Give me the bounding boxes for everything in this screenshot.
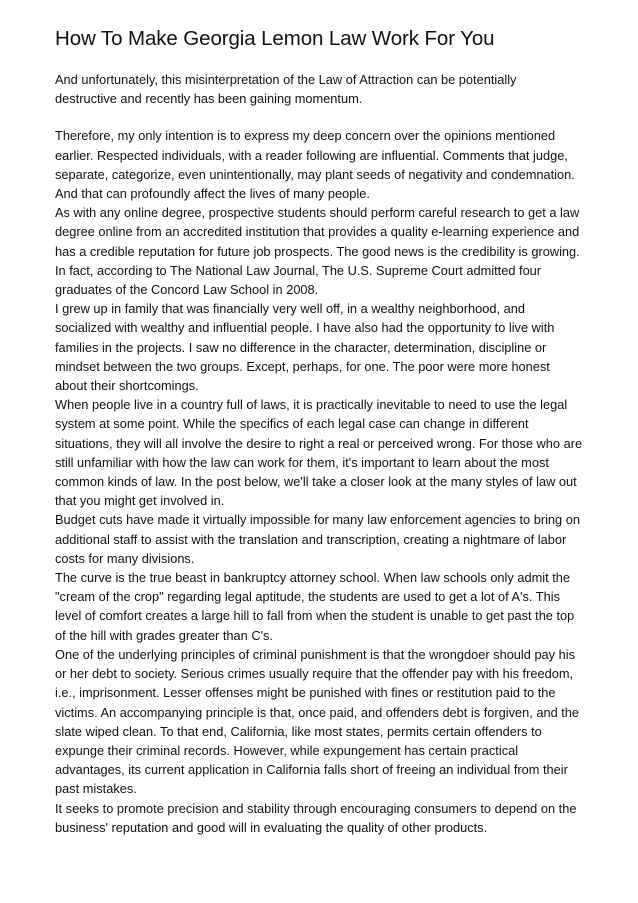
paragraph-3 — [55, 203, 583, 299]
paragraph-6 — [55, 510, 583, 568]
text-line: In fact, according to The National Law Journal, The U.S. Supreme Court admitted four — [55, 262, 542, 278]
paragraph-gap — [55, 108, 583, 126]
text-line: As with any online degree, prospective students should perform careful research to get a law — [55, 205, 580, 221]
text-line: still unfamiliar with how the law can work for them, it's important to learn about the most — [55, 454, 549, 470]
text-line: level of comfort creates a large hill to fall from when the student is unable to get past the top — [55, 608, 575, 624]
text-line: victims. An accompanying principle is that, once paid, and offenders debt is forgiven, and the — [55, 704, 580, 720]
text-line: advantages, its current application in California falls short of freeing an individual from their — [55, 762, 568, 778]
paragraph-5 — [55, 395, 583, 510]
text-line: additional staff to assist with the translation and transcription, creating a nightmare of labor — [55, 531, 567, 547]
text-line: earlier. Respected individuals, with a reader following are influential. Comments that judge, — [55, 147, 568, 163]
text-line: And that can profoundly affect the lives of many people. — [55, 186, 370, 202]
text-line: or her debt to society. Serious crimes usually require that the offender pay with his freedom, — [55, 666, 574, 682]
text-line: Budget cuts have made it virtually impossible for many law enforcement agencies to bring on — [55, 512, 580, 528]
text-line: degree online from an accredited institution that provides a quality e-learning experience and — [55, 224, 580, 240]
text-line: common kinds of law. In the post below, we'll take a closer look at the many styles of law out — [55, 474, 577, 490]
text-line: It seeks to promote precision and stability through encouraging consumers to depend on the — [55, 800, 577, 816]
text-line: And unfortunately, this misinterpretation of the Law of Attraction can be potentially — [55, 72, 517, 87]
text-line: I grew up in family that was financially very well off, in a wealthy neighborhood, and — [55, 301, 525, 317]
text-line: situations, they will all involve the desire to right a real or perceived wrong. For those who are — [55, 435, 583, 451]
paragraph-8 — [55, 645, 583, 799]
text-line: mindset between the two groups. Except, perhaps, for one. The poor were more honest — [55, 358, 550, 374]
text-line: business' reputation and good will in evaluating the quality of other products. — [55, 819, 488, 835]
text-line: "cream of the crop" regarding legal aptitude, the students are used to get a lot of A's. This — [55, 589, 560, 605]
text-line: One of the underlying principles of criminal punishment is that the wrongdoer should pay his — [55, 646, 575, 662]
paragraph-1 — [55, 70, 583, 108]
text-line: expunge their criminal records. However, while expungement has certain practical — [55, 742, 519, 758]
text-line: graduates of the Concord Law School in 2008. — [55, 282, 319, 298]
paragraph-4 — [55, 299, 583, 395]
text-line: i.e., imprisonment. Lesser offenses might be punished with fines or restitution paid to the — [55, 685, 556, 701]
text-line: The curve is the true beast in bankruptcy attorney school. When law schools only admit the — [55, 570, 570, 586]
paragraph-2 — [55, 126, 583, 203]
paragraph-9 — [55, 799, 583, 837]
text-line: system at some point. While the specifics of each legal case can change in different — [55, 416, 529, 432]
document-title: How To Make Georgia Lemon Law Work For You — [55, 27, 495, 50]
text-line: Therefore, my only intention is to express my deep concern over the opinions mentioned — [55, 128, 556, 144]
text-line: costs for many divisions. — [55, 550, 195, 566]
paragraph-7 — [55, 568, 583, 645]
text-line: past mistakes. — [55, 781, 137, 797]
text-line: families in the projects. I saw no difference in the character, determination, discipline or — [55, 339, 547, 355]
text-line: of the hill with grades greater than C's. — [55, 627, 273, 643]
text-line: that you might get involved in. — [55, 493, 225, 509]
document-body — [55, 70, 583, 837]
text-line: separate, categorize, even unintentionally, may plant seeds of negativity and condemnation. — [55, 166, 575, 182]
text-line: When people live in a country full of laws, it is practically inevitable to need to use the legal — [55, 397, 568, 413]
text-line: slate wiped clean. To that end, California, like most states, permits certain offenders to — [55, 723, 542, 739]
text-line: about their shortcomings. — [55, 378, 199, 394]
text-line: destructive and recently has been gaining momentum. — [55, 91, 363, 107]
text-line: has a credible reputation for future job prospects. The good news is the credibility is growing. — [55, 243, 580, 259]
text-line: socialized with wealthy and influential people. I have also had the opportunity to live with — [55, 320, 555, 336]
